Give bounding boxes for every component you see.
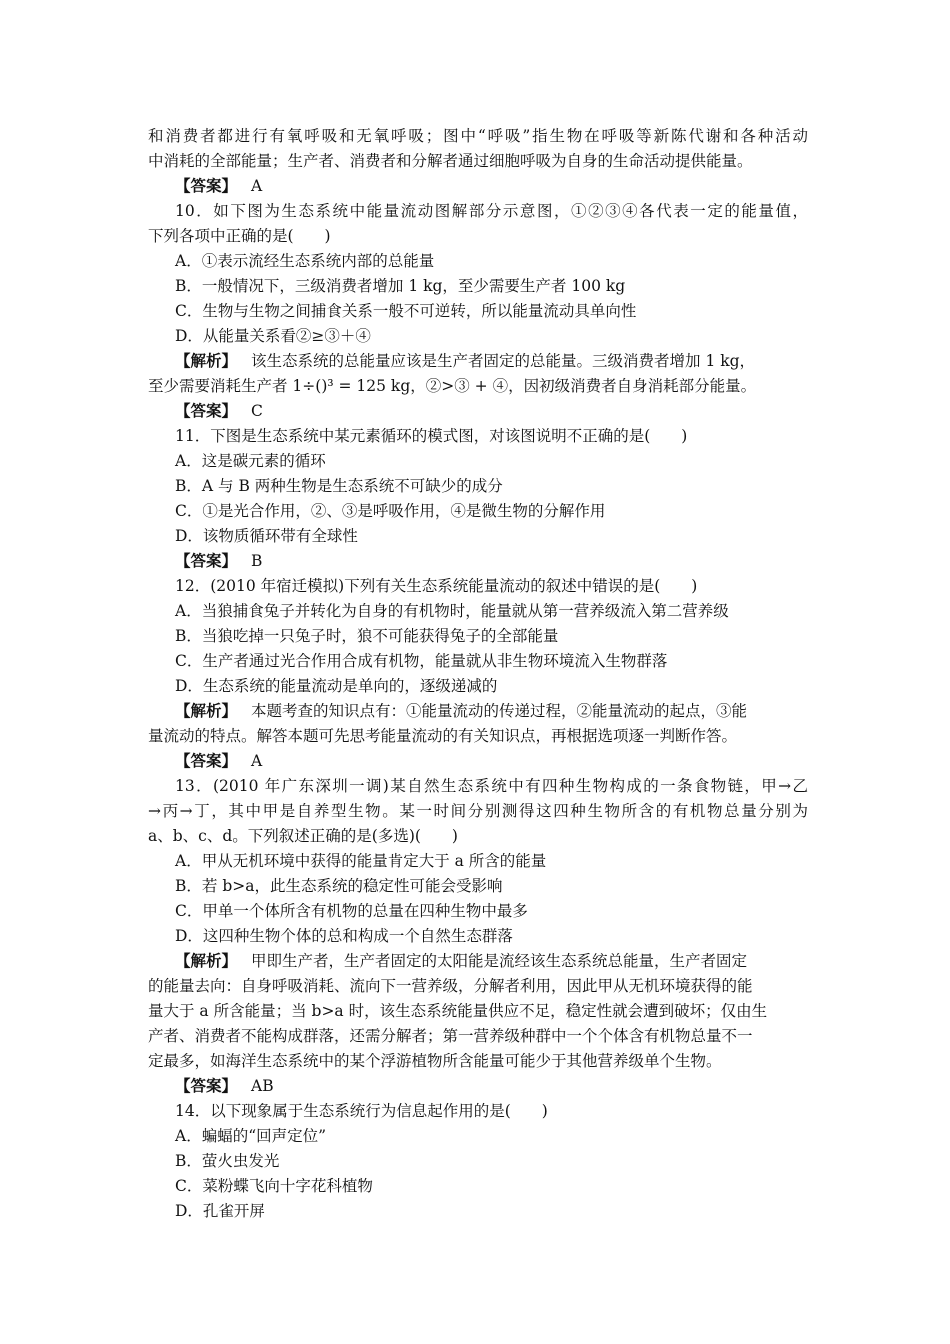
text-line: →丙→丁，其中甲是自养型生物。某一时间分别测得这四种生物所含的有机物总量分别为 — [148, 802, 808, 820]
option-a: A．甲从无机环境中获得的能量肯定大于 a 所含的能量 — [175, 852, 547, 870]
question-14: 14．以下现象属于生态系统行为信息起作用的是( ) — [175, 1102, 548, 1120]
analysis-line — [175, 949, 808, 973]
text-line: 的能量去向：自身呼吸消耗、流向下一营养级，分解者利用，因此甲从无机环境获得的能 — [148, 977, 753, 995]
answer-line — [175, 1074, 808, 1098]
answer-line — [175, 749, 808, 773]
option-b: B．若 b>a，此生态系统的稳定性可能会受影响 — [175, 877, 503, 895]
analysis-label: 【解析】 — [175, 701, 238, 720]
text-line: 量大于 a 所含能量；当 b>a 时，该生态系统能量供应不足，稳定性就会遭到破坏；仅由生 — [148, 1002, 768, 1020]
question-10: 10．如下图为生态系统中能量流动图解部分示意图，①②③④各代表一定的能量值， — [175, 202, 808, 220]
text-line: 至少需要消耗生产者 1÷()³ = 125 kg，②>③ + ④，因初级消费者自身消耗部分能量。 — [148, 377, 757, 395]
text-line: 定最多，如海洋生态系统中的某个浮游植物所含能量可能少于其他营养级单个生物。 — [148, 1052, 722, 1070]
answer-label: 【答案】 — [175, 551, 238, 570]
option-b: B．萤火虫发光 — [175, 1152, 280, 1170]
answer-line — [175, 549, 808, 573]
answer-label: 【答案】 — [175, 401, 238, 420]
analysis-line — [175, 349, 808, 373]
option-b: B．一般情况下，三级消费者增加 1 kg，至少需要生产者 100 kg — [175, 277, 626, 295]
answer-value: A — [251, 752, 263, 770]
option-a: A．①表示流经生态系统内部的总能量 — [175, 252, 435, 270]
option-b: B．当狼吃掉一只兔子时，狼不可能获得兔子的全部能量 — [175, 627, 559, 645]
analysis-text: 甲即生产者，生产者固定的太阳能是流经该生态系统总能量，生产者固定 — [251, 952, 748, 970]
analysis-text: 该生态系统的总能量应该是生产者固定的总能量。三级消费者增加 1 kg， — [251, 352, 756, 370]
text-line: 中消耗的全部能量；生产者、消费者和分解者通过细胞呼吸为自身的生命活动提供能量。 — [148, 152, 753, 170]
option-b: B．A 与 B 两种生物是生态系统不可缺少的成分 — [175, 477, 503, 495]
question-12: 12．(2010 年宿迁模拟)下列有关生态系统能量流动的叙述中错误的是( ) — [175, 577, 698, 595]
text-line: 产者、消费者不能构成群落，还需分解者；第一营养级种群中一个个体含有机物总量不一 — [148, 1027, 753, 1045]
text-line: 量流动的特点。解答本题可先思考能量流动的有关知识点，再根据选项逐一判断作答。 — [148, 727, 738, 745]
option-d: D．生态系统的能量流动是单向的，逐级递减的 — [175, 677, 498, 695]
option-c: C．生产者通过光合作用合成有机物，能量就从非生物环境流入生物群落 — [175, 652, 668, 670]
option-a: A．当狼捕食兔子并转化为自身的有机物时，能量就从第一营养级流入第二营养级 — [175, 602, 729, 620]
option-c: C．生物与生物之间捕食关系一般不可逆转，所以能量流动具单向性 — [175, 302, 637, 320]
text-line: a、b、c、d。下列叙述正确的是(多选)( ) — [148, 827, 458, 845]
answer-value: B — [251, 552, 263, 570]
analysis-line — [175, 699, 808, 723]
answer-value: C — [251, 402, 263, 420]
option-d: D．孔雀开屏 — [175, 1202, 265, 1220]
answer-line — [175, 399, 808, 423]
option-c: C．①是光合作用，②、③是呼吸作用，④是微生物的分解作用 — [175, 502, 606, 520]
option-d: D．从能量关系看②≥③＋④ — [175, 327, 371, 345]
analysis-label: 【解析】 — [175, 951, 238, 970]
answer-value: AB — [251, 1077, 274, 1095]
answer-label: 【答案】 — [175, 1076, 238, 1095]
option-c: C．甲单一个体所含有机物的总量在四种生物中最多 — [175, 902, 528, 920]
analysis-label: 【解析】 — [175, 351, 238, 370]
question-13: 13．(2010 年广东深圳一调)某自然生态系统中有四种生物构成的一条食物链，甲→乙 — [175, 777, 808, 795]
answer-label: 【答案】 — [175, 751, 238, 770]
text-line: 下列各项中正确的是( ) — [148, 227, 331, 245]
option-a: A．这是碳元素的循环 — [175, 452, 326, 470]
option-c: C．菜粉蝶飞向十字花科植物 — [175, 1177, 373, 1195]
option-d: D．这四种生物个体的总和构成一个自然生态群落 — [175, 927, 513, 945]
option-d: D．该物质循环带有全球性 — [175, 527, 358, 545]
answer-label: 【答案】 — [175, 176, 238, 195]
question-11: 11．下图是生态系统中某元素循环的模式图，对该图说明不正确的是( ) — [175, 427, 688, 445]
text-line: 和消费者都进行有氧呼吸和无氧呼吸；图中“呼吸”指生物在呼吸等新陈代谢和各种活动 — [148, 127, 808, 145]
option-a: A．蝙蝠的“回声定位” — [175, 1127, 327, 1145]
analysis-text: 本题考查的知识点有：①能量流动的传递过程，②能量流动的起点，③能 — [251, 702, 748, 720]
answer-value: A — [251, 177, 263, 195]
answer-line — [175, 174, 808, 198]
